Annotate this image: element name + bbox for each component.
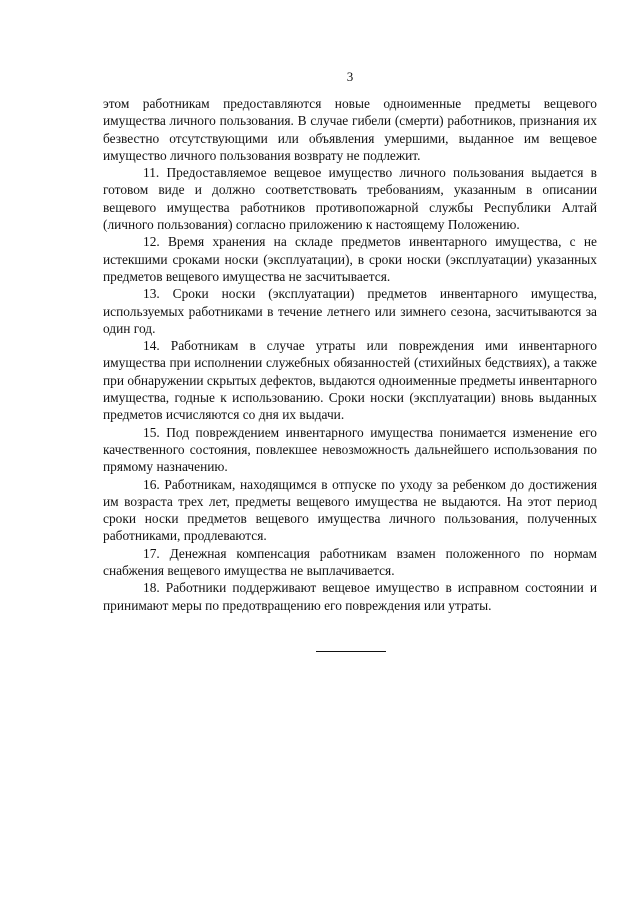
page-number: 3: [346, 69, 354, 84]
paragraph-12: 12. Время хранения на складе предметов инвентарного имущества, с не истекшими сроками носки (эксплуатации), в сроки носки (эксплуатации) указанных предметов вещевого имущества не засчитывается.: [103, 234, 597, 284]
paragraph-11: 11. Предоставляемое вещевое имущество личного пользования выдается в готовом виде и должно соответствовать требованиям, указанным в описании вещевого имущества работников противопожарной службы Республики Алтай (личного пользования) согласно приложению к настоящему Положению.: [103, 165, 597, 233]
paragraph-16: 16. Работникам, находящимся в отпуске по уходу за ребенком до достижения им возраста трех лет, предметы вещевого имущества не выдаются. На этот период сроки носки предметов вещевого имущества личного пользования, полученных работниками, продлеваются.: [103, 476, 597, 544]
paragraph-14: 14. Работникам в случае утраты или повреждения ими инвентарного имущества при исполнении служебных обязанностей (стихийных бедствиях), а также при обнаружении скрытых дефектов, выдаются одноименные предметы инвентарного имущества, годные к использованию. Сроки носки (эксплуатации) вновь выданных предметов исчисляются со дня их выдачи.: [103, 338, 597, 423]
paragraph-17: 17. Денежная компенсация работникам взамен положенного по нормам снабжения вещевого имущества не выплачивается.: [103, 545, 597, 579]
document-body: [103, 95, 597, 614]
paragraph-15: 15. Под повреждением инвентарного имущества понимается изменение его качественного состояния, повлекшее невозможность дальнейшего использования по прямому назначению.: [103, 424, 597, 475]
end-divider-line: [316, 651, 386, 652]
paragraph-continuation: этом работникам предоставляются новые одноименные предметы вещевого имущества личного пользования. В случае гибели (смерти) работников, признания их безвестно отсутствующими или объявления умершими, выданное им вещевое имущество личного пользования возврату не подлежит.: [103, 96, 597, 163]
paragraph-18: 18. Работники поддерживают вещевое имущество в исправном состоянии и принимают меры по предотвращению его повреждения или утраты.: [103, 580, 597, 613]
paragraph-13: 13. Сроки носки (эксплуатации) предметов инвентарного имущества, используемых работниками в течение летнего или зимнего сезона, засчитываются за один год.: [103, 286, 597, 336]
